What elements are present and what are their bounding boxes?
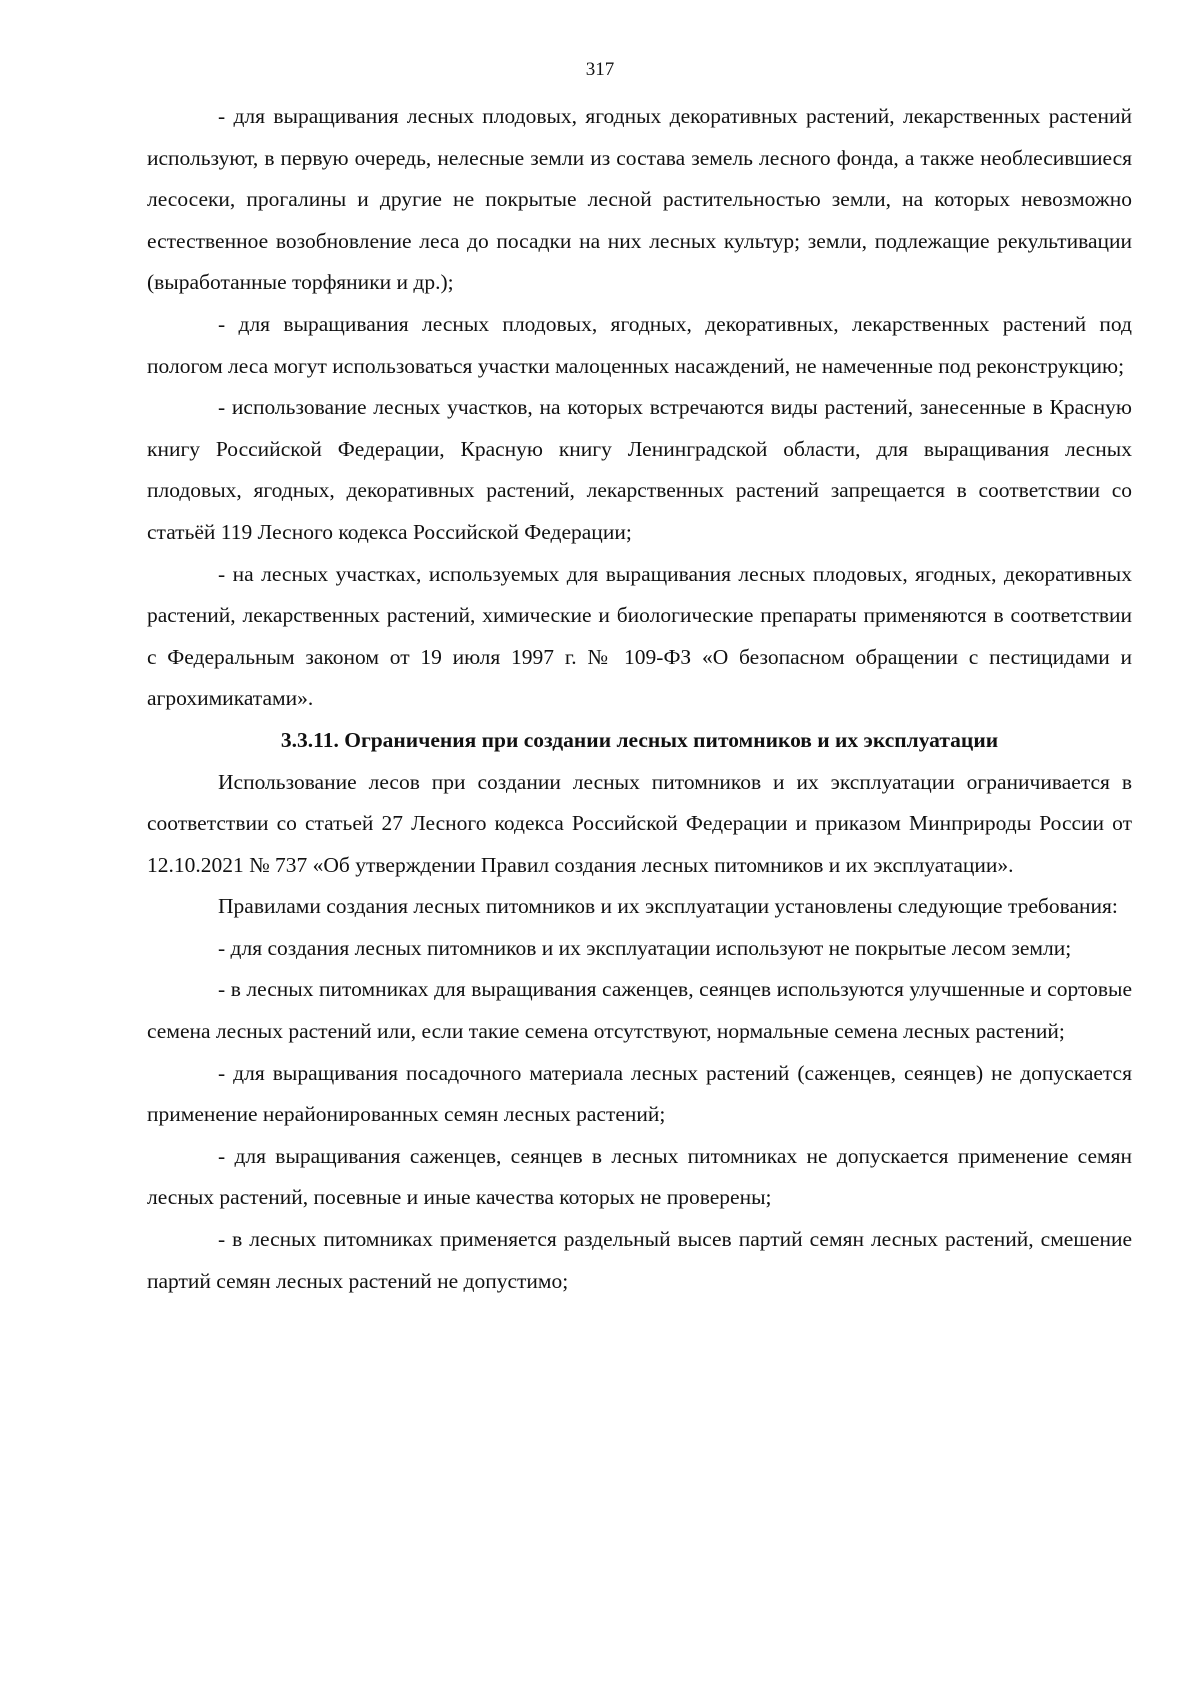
list-item-separate-sowing: - в лесных питомниках применяется раздельный высев партий семян лесных растений, смешение партий семян лесных растений не допустимо; bbox=[147, 1227, 1132, 1293]
page-number: 317 bbox=[585, 59, 615, 80]
paragraph-under-canopy-use: - для выращивания лесных плодовых, ягодных, декоративных, лекарственных растений под пологом леса могут использоваться участки малоценных насаждений, не намеченные под реконструкцию; bbox=[147, 311, 1132, 378]
list-item-improved-seeds: - в лесных питомниках для выращивания саженцев, сеянцев используются улучшенные и сортовые семена лесных растений или, если такие семена отсутствуют, нормальные семена лесных растений; bbox=[147, 977, 1132, 1044]
paragraph-red-book-prohibition: - использование лесных участков, на которых встречаются виды растений, занесенные в Красную книгу Российской Федерации, Красную книгу Ленинградской области, для выращивания лесных плодовых, ягодных, декоративных растений, лекарственных растений запрещается в соответствии со статьёй 119 Лесного кодекса Российской Федерации; bbox=[147, 395, 1132, 544]
paragraph-fruit-berry-land-use: - для выращивания лесных плодовых, ягодных декоративных растений, лекарственных растений используют, в первую очередь, нелесные земли из состава земель лесного фонда, а также необлесившиеся лесосеки, прогалины и другие не покрытые лесной растительностью земли, на которых невозможно естественное возобновление леса до посадки на них лесных культур; земли, подлежащие рекультивации (выработанные торфяники и др.); bbox=[147, 104, 1132, 295]
document-body bbox=[147, 96, 1132, 1302]
paragraph-pesticides-law: - на лесных участках, используемых для выращивания лесных плодовых, ягодных, декоративных растений, лекарственных растений, химические и биологические препараты применяются в соответствии с Федеральным законом от 19 июля 1997 г. № 109-ФЗ «О безопасном обращении с пестицидами и агрохимикатами». bbox=[147, 561, 1132, 711]
list-item-unchecked-seeds: - для выращивания саженцев, сеянцев в лесных питомниках не допускается применение семян лесных растений, посевные и иные качества которых не проверены; bbox=[147, 1143, 1132, 1210]
list-item-non-zoned-seeds: - для выращивания посадочного материала лесных растений (саженцев, сеянцев) не допускается применение нерайонированных семян лесных растений; bbox=[147, 1060, 1132, 1127]
paragraph-nursery-restrictions: Использование лесов при создании лесных питомников и их эксплуатации ограничивается в соответствии со статьей 27 Лесного кодекса Российской Федерации и приказом Минприроды России от 12.10.2021 № 737 «Об утверждении Правил создания лесных питомников и их эксплуатации». bbox=[147, 769, 1132, 877]
section-heading: 3.3.11. Ограничения при создании лесных питомников и их эксплуатации bbox=[280, 727, 999, 752]
paragraph-rules-requirements: Правилами создания лесных питомников и их эксплуатации установлены следующие требования: bbox=[218, 894, 1118, 919]
list-item-nursery-land: - для создания лесных питомников и их эксплуатации используют не покрытые лесом земли; bbox=[218, 935, 1072, 960]
